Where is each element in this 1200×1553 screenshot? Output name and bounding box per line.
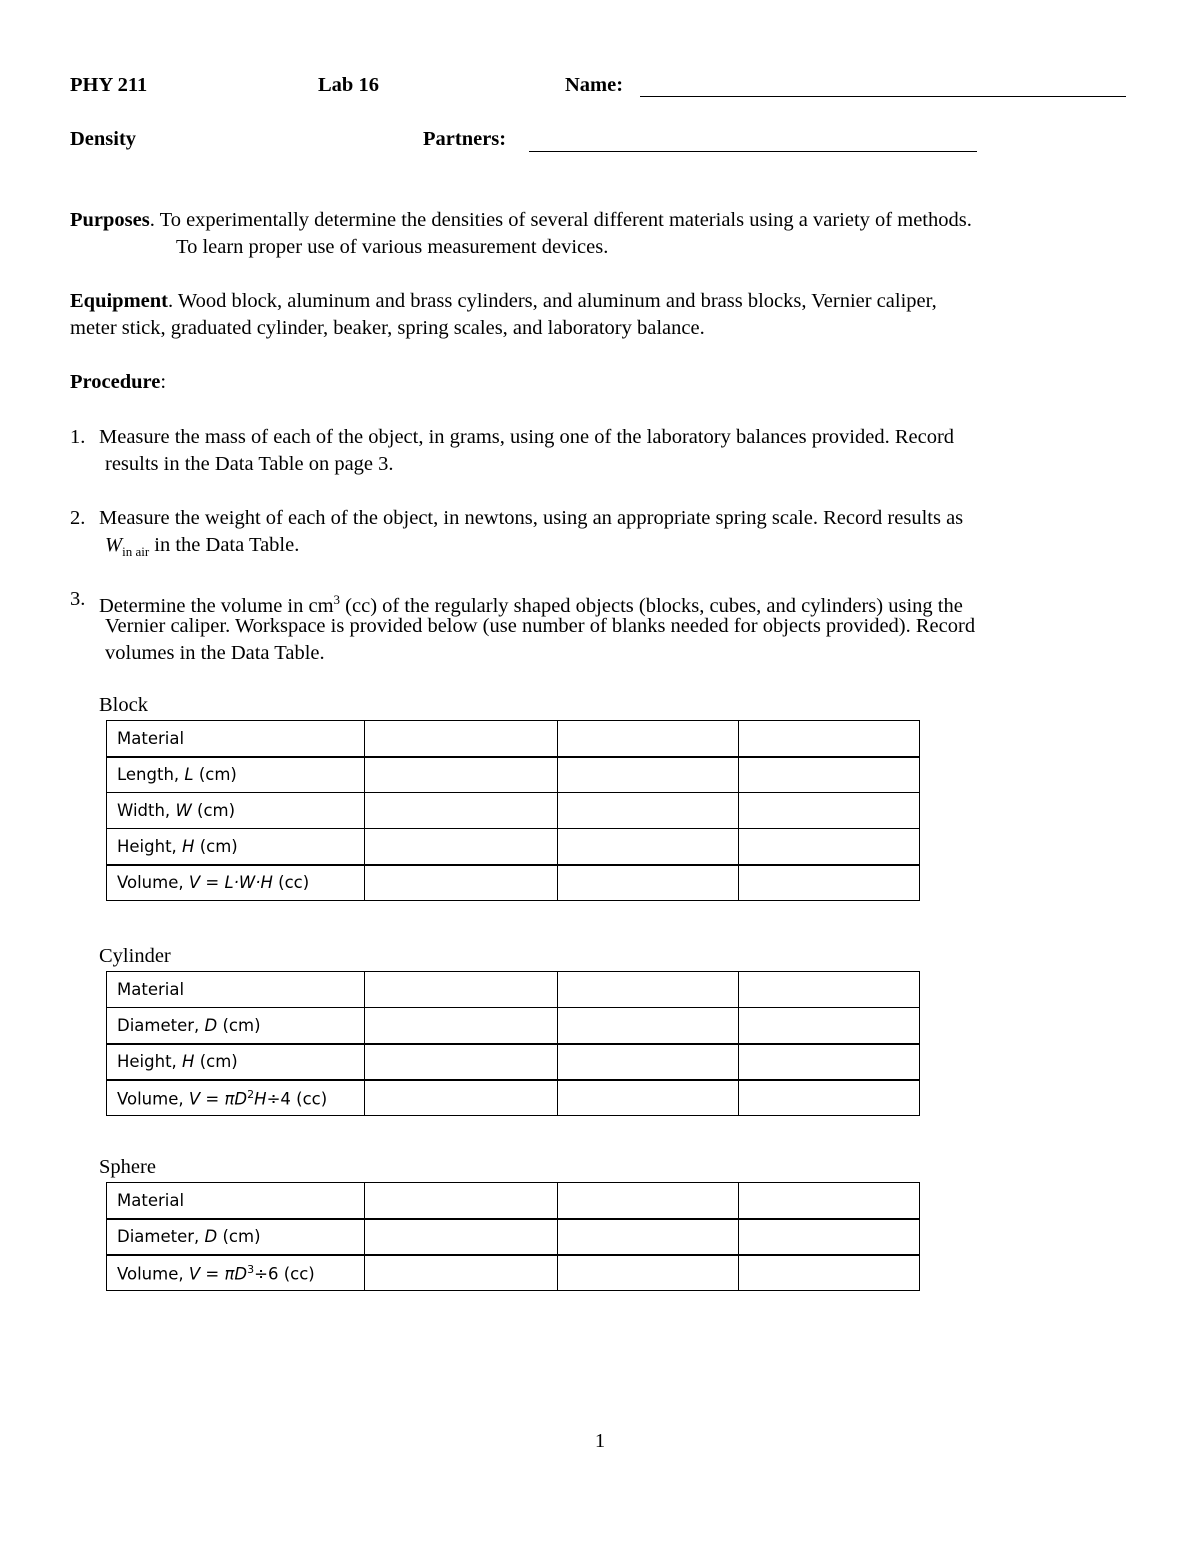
row-label — [107, 865, 365, 901]
table-row — [107, 1183, 920, 1219]
table-row — [107, 829, 920, 865]
unit: (cm) — [217, 1227, 261, 1246]
unit: (cm) — [193, 765, 237, 785]
unit: (cm) — [194, 836, 238, 856]
table-cell[interactable] — [558, 972, 739, 1008]
equipment-line2: meter stick, graduated cylinder, beaker, spring scales, and laboratory balance. — [70, 317, 705, 339]
row-label — [107, 1080, 365, 1116]
row-label — [107, 1219, 365, 1255]
table-cell[interactable] — [558, 1219, 739, 1255]
table-row — [107, 972, 920, 1008]
exponent: 3 — [247, 1262, 255, 1276]
table-cell[interactable] — [739, 793, 920, 829]
table-cell[interactable] — [739, 757, 920, 793]
purposes-text1: . To experimentally determine the densities of several different materials using a variety of methods. — [149, 209, 972, 231]
lab-number: Lab 16 — [318, 74, 379, 96]
block-table-label: Block — [99, 694, 148, 716]
label-text: Volume, — [117, 1089, 189, 1108]
table-row — [107, 1080, 920, 1116]
variable: V — [188, 873, 201, 893]
unit: (cm) — [191, 801, 236, 820]
equipment-label: Equipment — [70, 290, 168, 312]
table-cell[interactable] — [365, 1255, 558, 1291]
step-1-line1: Measure the mass of each of the object, in grams, using one of the laboratory balances provided. Record — [99, 426, 955, 448]
table-cell[interactable] — [739, 829, 920, 865]
cylinder-table — [106, 971, 920, 1116]
table-cell[interactable] — [558, 1183, 739, 1219]
weight-var: W — [105, 534, 123, 556]
table-cell[interactable] — [739, 865, 920, 901]
table-row — [107, 757, 920, 793]
variable: L — [184, 765, 194, 785]
row-label — [107, 1255, 365, 1291]
equipment-text1: . Wood block, aluminum and brass cylinders, and aluminum and brass blocks, Vernier caliper, — [167, 290, 937, 312]
step-1-line2: results in the Data Table on page 3. — [105, 453, 394, 475]
table-cell[interactable] — [558, 1255, 739, 1291]
step-3-number: 3. — [70, 588, 86, 610]
unit: (cm) — [194, 1052, 238, 1071]
unit: (cm) — [217, 1015, 261, 1035]
step-3-line2: Vernier caliper. Workspace is provided below (use number of blanks needed for objects provided). Record — [105, 615, 976, 637]
row-label — [107, 793, 365, 829]
partners-blank-line[interactable] — [529, 151, 977, 152]
partners-label: Partners: — [423, 128, 507, 150]
unit: ÷4 (cc) — [266, 1089, 328, 1108]
label-text: Diameter, — [117, 1227, 205, 1246]
row-label — [107, 829, 365, 865]
table-row — [107, 1044, 920, 1080]
table-cell[interactable] — [739, 1255, 920, 1291]
table-cell[interactable] — [365, 865, 558, 901]
weight-subscript: in air — [122, 544, 150, 560]
table-cell[interactable] — [365, 1183, 558, 1219]
equals: = — [200, 873, 225, 893]
equals: = — [200, 1089, 225, 1108]
equals: = — [200, 1264, 225, 1283]
table-cell[interactable] — [558, 757, 739, 793]
procedure-colon: : — [160, 371, 167, 393]
row-label — [107, 757, 365, 793]
table-cell[interactable] — [558, 1080, 739, 1116]
table-row — [107, 793, 920, 829]
variable: H — [254, 1089, 267, 1108]
table-cell[interactable] — [739, 1183, 920, 1219]
table-cell[interactable] — [365, 1219, 558, 1255]
unit: (cc) — [272, 873, 310, 893]
purposes-line1 — [70, 207, 972, 234]
table-row — [107, 1219, 920, 1255]
step-3-line3: volumes in the Data Table. — [105, 642, 325, 664]
step-3-line1-a: Determine the volume in cm — [99, 594, 334, 617]
variable: D — [234, 1264, 248, 1283]
pi-symbol: π — [224, 1089, 235, 1108]
table-cell[interactable] — [365, 1080, 558, 1116]
table-cell[interactable] — [558, 793, 739, 829]
procedure-heading — [70, 369, 166, 396]
table-cell[interactable] — [739, 1080, 920, 1116]
label-text: Volume, — [117, 873, 189, 893]
block-table — [106, 720, 920, 901]
page-number: 1 — [594, 1430, 606, 1452]
table-cell[interactable] — [739, 1044, 920, 1080]
variable: D — [204, 1015, 218, 1035]
label-text: Width, — [117, 801, 176, 820]
label-text: Diameter, — [117, 1015, 205, 1035]
variable: W — [175, 801, 192, 820]
table-row — [107, 721, 920, 757]
formula: L·W·H — [224, 873, 273, 893]
table-cell[interactable] — [558, 865, 739, 901]
sphere-table-label: Sphere — [99, 1156, 156, 1178]
table-cell[interactable] — [365, 829, 558, 865]
label-text: Height, — [117, 836, 183, 856]
label-text: Length, — [117, 765, 185, 785]
variable: V — [188, 1264, 201, 1283]
variable: D — [204, 1227, 218, 1246]
table-cell[interactable] — [365, 1044, 558, 1080]
table-cell[interactable] — [365, 793, 558, 829]
row-label — [107, 1008, 365, 1044]
exponent: 2 — [247, 1087, 255, 1101]
course-code: PHY 211 — [70, 74, 148, 96]
purposes-line2: To learn proper use of various measurement devices. — [176, 236, 609, 258]
label-text: Volume, — [117, 1264, 189, 1283]
row-label: Material — [107, 1183, 365, 1219]
variable: H — [182, 1052, 195, 1071]
step-1-number: 1. — [70, 426, 86, 448]
unit: ÷6 (cc) — [254, 1264, 315, 1283]
table-cell[interactable] — [739, 1008, 920, 1044]
variable: H — [182, 836, 195, 856]
table-cell[interactable] — [558, 829, 739, 865]
name-blank-line[interactable] — [640, 96, 1126, 97]
step-2-line2 — [105, 532, 299, 565]
name-label: Name: — [565, 74, 624, 96]
table-cell[interactable] — [365, 757, 558, 793]
cylinder-table-label: Cylinder — [99, 945, 171, 967]
table-cell[interactable] — [558, 721, 739, 757]
row-label: Material — [107, 972, 365, 1008]
table-cell[interactable] — [558, 1008, 739, 1044]
sphere-table — [106, 1182, 920, 1291]
row-label: Material — [107, 721, 365, 757]
lab-title: Density — [70, 128, 137, 150]
variable: V — [188, 1089, 201, 1108]
table-cell[interactable] — [365, 972, 558, 1008]
pi-symbol: π — [224, 1264, 235, 1283]
step-2-line2-rest: in the Data Table. — [149, 534, 300, 556]
table-row — [107, 865, 920, 901]
table-cell[interactable] — [739, 1219, 920, 1255]
table-cell[interactable] — [739, 721, 920, 757]
step-2-line1: Measure the weight of each of the object, in newtons, using an appropriate spring scale. Record results as — [99, 507, 964, 529]
step-2-number: 2. — [70, 507, 86, 529]
purposes-label: Purposes — [70, 209, 150, 231]
table-cell[interactable] — [365, 1008, 558, 1044]
table-row — [107, 1255, 920, 1291]
label-text: Height, — [117, 1052, 183, 1071]
cm-superscript: 3 — [333, 592, 341, 607]
table-cell[interactable] — [739, 972, 920, 1008]
table-cell[interactable] — [558, 1044, 739, 1080]
procedure-label: Procedure — [70, 371, 161, 393]
equipment-line1 — [70, 288, 937, 315]
table-row — [107, 1008, 920, 1044]
step-3-line1-b: (cc) of the regularly shaped objects (blocks, cubes, and cylinders) using the — [340, 594, 963, 617]
variable: D — [234, 1089, 248, 1108]
table-cell[interactable] — [365, 721, 558, 757]
row-label — [107, 1044, 365, 1080]
